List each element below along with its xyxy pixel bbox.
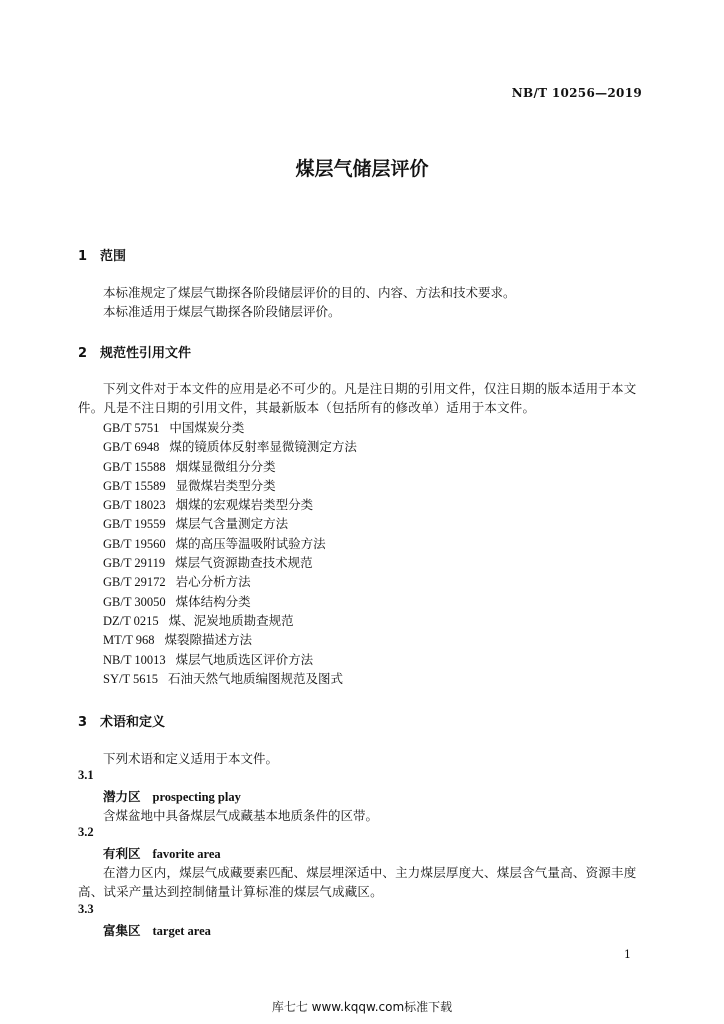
reference-title: 煤、泥炭地质勘查规范 [168, 612, 294, 628]
reference-code: GB/T 5751 [103, 421, 160, 435]
section-1-heading [78, 245, 126, 264]
reference-item [103, 572, 357, 591]
reference-code: GB/T 15589 [103, 478, 166, 493]
reference-item [103, 650, 357, 669]
term-heading [103, 787, 241, 805]
reference-item [103, 495, 357, 514]
reference-item [103, 457, 357, 476]
reference-code: SY/T 5615 [103, 671, 158, 686]
reference-item [103, 592, 357, 611]
reference-code: MT/T 968 [103, 633, 155, 648]
reference-title: 煤的高压等温吸附试验方法 [175, 535, 326, 551]
references-intro: 下列文件对于本文件的应用是必不可少的。凡是注日期的引用文件，仅注日期的版本适用于本文件。凡是不注日期的引用文件，其最新版本（包括所有的修改单）适用于本文件。 [78, 381, 637, 415]
term-zh: 富集区 [103, 923, 141, 938]
standard-code: NB/T 10256—2019 [511, 86, 642, 100]
reference-title: 煤层气含量测定方法 [175, 516, 289, 532]
term-heading [103, 844, 221, 862]
reference-title: 煤裂隙描述方法 [164, 632, 253, 648]
term-number: 3.3 [78, 902, 94, 916]
term-number: 3.1 [78, 768, 94, 782]
reference-title: 中国煤炭分类 [169, 420, 245, 435]
section-number: 1 [78, 249, 88, 264]
reference-title: 煤层气地质选区评价方法 [175, 651, 314, 667]
reference-code: GB/T 15588 [103, 459, 166, 474]
reference-code: GB/T 29172 [103, 575, 166, 590]
terms-intro: 下列术语和定义适用于本文件。 [103, 751, 279, 766]
section-title: 术语和定义 [100, 715, 166, 730]
reference-item [103, 514, 357, 533]
reference-code: GB/T 19559 [103, 517, 166, 532]
term-number: 3.2 [78, 825, 94, 839]
reference-code: GB/T 30050 [103, 594, 166, 609]
reference-code: NB/T 10013 [103, 652, 166, 667]
reference-item [103, 418, 357, 437]
page-number: 1 [624, 948, 631, 961]
reference-item [103, 611, 357, 630]
reference-code: GB/T 6948 [103, 440, 160, 455]
section-number: 2 [78, 346, 88, 361]
reference-title: 石油天然气地质编图规范及图式 [168, 670, 344, 686]
term-definition: 在潜力区内，煤层气成藏要素匹配、煤层埋深适中、主力煤层厚度大、煤层含气量高、资源丰度高、试采产量达到控制储量计算标准的煤层气成藏区。 [78, 865, 637, 899]
reference-title: 煤层气资源勘查技术规范 [175, 555, 313, 571]
reference-title: 烟煤显微组分分类 [175, 458, 276, 474]
reference-title: 岩心分析方法 [175, 574, 251, 590]
section-number: 3 [78, 715, 88, 730]
reference-item [103, 669, 357, 688]
term-en: target area [152, 924, 211, 938]
section-title: 规范性引用文件 [100, 346, 192, 361]
reference-item [103, 437, 357, 456]
reference-title: 显微煤岩类型分类 [175, 477, 276, 493]
term-zh: 潜力区 [103, 789, 141, 804]
term-heading [103, 921, 211, 939]
section-3-heading [78, 711, 165, 730]
section-title: 范围 [100, 249, 127, 264]
reference-item [103, 534, 357, 553]
section-2-heading [78, 342, 191, 361]
reference-title: 煤体结构分类 [175, 593, 251, 609]
term-zh: 有利区 [103, 846, 141, 861]
term-en: prospecting play [152, 790, 241, 804]
reference-code: GB/T 29119 [103, 556, 166, 571]
reference-code: DZ/T 0215 [103, 613, 159, 628]
reference-code: GB/T 18023 [103, 498, 166, 513]
term-definition: 含煤盆地中具备煤层气成藏基本地质条件的区带。 [103, 808, 379, 823]
reference-item [103, 553, 357, 572]
reference-item [103, 476, 357, 495]
footer-watermark: 库七七 www.kqqw.com标准下载 [271, 1000, 453, 1014]
reference-code: GB/T 19560 [103, 536, 166, 551]
reference-title: 烟煤的宏观煤岩类型分类 [175, 497, 314, 513]
term-en: favorite area [152, 847, 221, 861]
reference-list [103, 418, 357, 688]
document-title: 煤层气储层评价 [295, 158, 429, 180]
scope-paragraph-2: 本标准适用于煤层气勘探各阶段储层评价。 [103, 304, 341, 319]
reference-title: 煤的镜质体反射率显微镜测定方法 [169, 439, 357, 455]
reference-item [103, 630, 357, 649]
scope-paragraph-1: 本标准规定了煤层气勘探各阶段储层评价的目的、内容、方法和技术要求。 [103, 285, 516, 300]
